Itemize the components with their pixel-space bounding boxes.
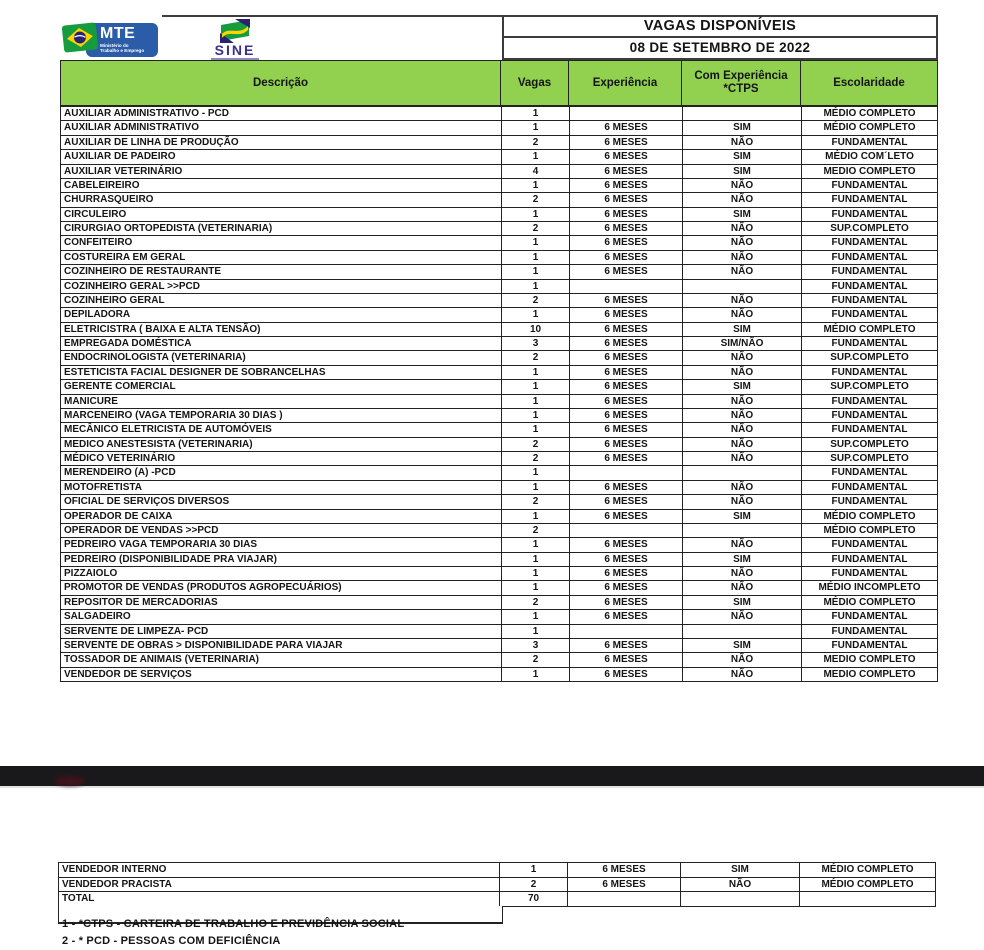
cell-experiencia: 6 MESES xyxy=(570,136,683,149)
cell-descricao: VENDEDOR INTERNO xyxy=(59,863,500,877)
cell-descricao: OPERADOR DE CAIXA xyxy=(61,510,502,523)
cell-experiencia xyxy=(570,107,683,120)
cell-escolaridade: MEDIO COMPLETO xyxy=(802,653,938,666)
cell-escolaridade: FUNDAMENTAL xyxy=(802,193,938,206)
cell-escolaridade: MEDIO COMPLETO xyxy=(802,165,938,178)
cell-vagas: 2 xyxy=(500,878,568,892)
cell-com-experiencia-ctps: NÃO xyxy=(683,567,802,580)
sine-logo-text: SINE xyxy=(214,42,256,58)
cell-vagas: 1 xyxy=(502,208,570,221)
cell-vagas: 1 xyxy=(502,265,570,278)
cell-escolaridade xyxy=(800,892,936,906)
cell-experiencia: 6 MESES xyxy=(570,323,683,336)
cell-descricao: CIRCULEIRO xyxy=(61,208,502,221)
cell-vagas: 1 xyxy=(502,409,570,422)
table-row xyxy=(60,596,938,610)
sine-flag-icon xyxy=(219,19,251,43)
cell-descricao: CIRURGIAO ORTOPEDISTA (VETERINARIA) xyxy=(61,222,502,235)
table-row xyxy=(60,150,938,164)
table-row xyxy=(60,251,938,265)
cell-vagas: 1 xyxy=(502,366,570,379)
table-row xyxy=(60,510,938,524)
cell-descricao: EMPREGADA DOMÉSTICA xyxy=(61,337,502,350)
cell-vagas: 70 xyxy=(500,892,568,906)
cell-descricao: PROMOTOR DE VENDAS (PRODUTOS AGROPECUÁRIOS) xyxy=(61,581,502,594)
cell-descricao: SALGADEIRO xyxy=(61,610,502,623)
cell-vagas: 1 xyxy=(502,581,570,594)
cell-vagas: 1 xyxy=(502,121,570,134)
cell-com-experiencia-ctps xyxy=(683,524,802,537)
cell-escolaridade: MÉDIO COMPLETO xyxy=(802,524,938,537)
table-row xyxy=(60,481,938,495)
cell-vagas: 2 xyxy=(502,653,570,666)
cell-com-experiencia-ctps: SIM xyxy=(683,323,802,336)
brazil-flag-icon xyxy=(60,20,99,56)
table-row xyxy=(60,179,938,193)
table-row xyxy=(60,323,938,337)
cell-descricao: MECÂNICO ELETRICISTA DE AUTOMÓVEIS xyxy=(61,423,502,436)
cell-descricao: MÉDICO VETERINÁRIO xyxy=(61,452,502,465)
cell-escolaridade: FUNDAMENTAL xyxy=(802,553,938,566)
table-row xyxy=(60,567,938,581)
cell-com-experiencia-ctps: SIM xyxy=(683,596,802,609)
cell-com-experiencia-ctps: SIM xyxy=(683,639,802,652)
cell-descricao: AUXILIAR DE LINHA DE PRODUÇÃO xyxy=(61,136,502,149)
cell-escolaridade: MÉDIO COMPLETO xyxy=(802,107,938,120)
footnote-ctps: 1 - *CTPS - CARTEIRA DE TRABALHO E PREVIDÊNCIA SOCIAL xyxy=(62,918,405,930)
cell-experiencia: 6 MESES xyxy=(570,438,683,451)
table-row xyxy=(60,107,938,121)
cell-vagas: 1 xyxy=(502,236,570,249)
cell-com-experiencia-ctps: NÃO xyxy=(683,265,802,278)
cell-com-experiencia-ctps: NÃO xyxy=(683,452,802,465)
jobs-table xyxy=(60,106,938,682)
cell-escolaridade: FUNDAMENTAL xyxy=(802,495,938,508)
cell-escolaridade: FUNDAMENTAL xyxy=(802,481,938,494)
jobs-table-continuation xyxy=(58,862,936,907)
table-row xyxy=(58,878,936,893)
cell-descricao: AUXILIAR VETERINÁRIO xyxy=(61,165,502,178)
cell-vagas: 1 xyxy=(502,107,570,120)
cell-com-experiencia-ctps: NÃO xyxy=(683,423,802,436)
bar-smudge xyxy=(55,776,85,786)
cell-escolaridade: MÉDIO COMPLETO xyxy=(800,878,936,892)
cell-experiencia: 6 MESES xyxy=(570,495,683,508)
mte-logo-text: MTE xyxy=(100,25,136,42)
cell-com-experiencia-ctps xyxy=(683,107,802,120)
table-row xyxy=(60,423,938,437)
cell-com-experiencia-ctps xyxy=(683,625,802,638)
black-separator-bar xyxy=(0,766,984,786)
cell-escolaridade: FUNDAMENTAL xyxy=(802,208,938,221)
top-border-line xyxy=(162,15,503,17)
cell-experiencia xyxy=(568,892,681,906)
cell-vagas: 1 xyxy=(502,280,570,293)
cell-experiencia: 6 MESES xyxy=(570,553,683,566)
table-row xyxy=(60,553,938,567)
cell-experiencia xyxy=(570,625,683,638)
cell-escolaridade: SUP.COMPLETO xyxy=(802,380,938,393)
table-row xyxy=(60,409,938,423)
cell-experiencia: 6 MESES xyxy=(570,351,683,364)
table-row xyxy=(60,380,938,394)
cell-descricao: DEPILADORA xyxy=(61,308,502,321)
cell-vagas: 1 xyxy=(502,538,570,551)
document-date: 08 DE SETEMBRO DE 2022 xyxy=(629,40,811,56)
cell-descricao: SERVENTE DE LIMPEZA- PCD xyxy=(61,625,502,638)
cell-descricao: TOTAL xyxy=(59,892,500,906)
cell-com-experiencia-ctps: NÃO xyxy=(683,308,802,321)
cell-escolaridade: MÉDIO COMPLETO xyxy=(800,863,936,877)
cell-escolaridade: FUNDAMENTAL xyxy=(802,179,938,192)
cell-experiencia: 6 MESES xyxy=(570,510,683,523)
cell-vagas: 1 xyxy=(502,610,570,623)
cell-descricao: AUXILIAR ADMINISTRATIVO xyxy=(61,121,502,134)
document-title: VAGAS DISPONÍVEIS xyxy=(504,17,936,38)
cell-descricao: GERENTE COMERCIAL xyxy=(61,380,502,393)
cell-vagas: 2 xyxy=(502,136,570,149)
cell-escolaridade: FUNDAMENTAL xyxy=(802,395,938,408)
table-row xyxy=(60,337,938,351)
cell-vagas: 10 xyxy=(502,323,570,336)
table-row xyxy=(58,863,936,878)
cell-escolaridade: FUNDAMENTAL xyxy=(802,567,938,580)
cell-escolaridade: FUNDAMENTAL xyxy=(802,625,938,638)
cell-com-experiencia-ctps: SIM xyxy=(683,510,802,523)
cell-experiencia: 6 MESES xyxy=(570,395,683,408)
cell-escolaridade: FUNDAMENTAL xyxy=(802,366,938,379)
cell-vagas: 1 xyxy=(502,251,570,264)
cell-descricao: COSTUREIRA EM GERAL xyxy=(61,251,502,264)
cell-descricao: AUXILIAR DE PADEIRO xyxy=(61,150,502,163)
mte-logo-subtext: Ministério do Trabalho e Emprego xyxy=(100,43,145,53)
table-row xyxy=(60,625,938,639)
cell-descricao: MANICURE xyxy=(61,395,502,408)
cell-experiencia: 6 MESES xyxy=(570,179,683,192)
column-header-descricao: Descrição xyxy=(61,61,501,105)
cell-experiencia: 6 MESES xyxy=(570,481,683,494)
cell-com-experiencia-ctps xyxy=(683,280,802,293)
table-row xyxy=(60,581,938,595)
cell-vagas: 3 xyxy=(502,337,570,350)
cell-vagas: 2 xyxy=(502,193,570,206)
cell-experiencia xyxy=(570,466,683,479)
table-row xyxy=(60,265,938,279)
table-row xyxy=(60,294,938,308)
table-row xyxy=(60,280,938,294)
table-column-header xyxy=(60,60,938,106)
cell-vagas: 4 xyxy=(502,165,570,178)
cell-com-experiencia-ctps: SIM xyxy=(683,553,802,566)
cell-com-experiencia-ctps xyxy=(681,892,800,906)
cell-com-experiencia-ctps: NÃO xyxy=(683,538,802,551)
cell-experiencia: 6 MESES xyxy=(570,567,683,580)
cell-experiencia: 6 MESES xyxy=(570,366,683,379)
cell-escolaridade: FUNDAMENTAL xyxy=(802,236,938,249)
cell-experiencia: 6 MESES xyxy=(570,308,683,321)
cell-vagas: 1 xyxy=(500,863,568,877)
cell-descricao: PIZZAIOLO xyxy=(61,567,502,580)
table-row xyxy=(60,639,938,653)
cell-experiencia: 6 MESES xyxy=(570,668,683,681)
cell-experiencia: 6 MESES xyxy=(570,251,683,264)
cell-descricao: AUXILIAR ADMINISTRATIVO - PCD xyxy=(61,107,502,120)
cell-experiencia: 6 MESES xyxy=(570,236,683,249)
cell-descricao: MERENDEIRO (A) -PCD xyxy=(61,466,502,479)
cell-escolaridade: FUNDAMENTAL xyxy=(802,538,938,551)
cell-com-experiencia-ctps: NÃO xyxy=(683,251,802,264)
cell-experiencia: 6 MESES xyxy=(570,208,683,221)
mte-logo xyxy=(62,20,158,60)
title-box xyxy=(502,15,938,60)
cell-experiencia xyxy=(570,280,683,293)
cell-escolaridade: SUP.COMPLETO xyxy=(802,438,938,451)
cell-descricao: VENDEDOR PRACISTA xyxy=(59,878,500,892)
cell-experiencia: 6 MESES xyxy=(570,653,683,666)
column-header-com-experiencia-ctps: Com Experiência *CTPS xyxy=(682,61,801,105)
cell-experiencia: 6 MESES xyxy=(570,165,683,178)
cell-descricao: CONFEITEIRO xyxy=(61,236,502,249)
cell-vagas: 2 xyxy=(502,495,570,508)
cell-experiencia: 6 MESES xyxy=(570,121,683,134)
cell-experiencia: 6 MESES xyxy=(570,409,683,422)
cell-vagas: 2 xyxy=(502,596,570,609)
cell-experiencia: 6 MESES xyxy=(570,294,683,307)
cell-descricao: OFICIAL DE SERVIÇOS DIVERSOS xyxy=(61,495,502,508)
cell-com-experiencia-ctps: NÃO xyxy=(683,294,802,307)
cell-experiencia: 6 MESES xyxy=(570,222,683,235)
table-row xyxy=(60,208,938,222)
table-row xyxy=(60,351,938,365)
cell-experiencia xyxy=(570,524,683,537)
cell-escolaridade: SUP.COMPLETO xyxy=(802,222,938,235)
cell-com-experiencia-ctps: NÃO xyxy=(683,481,802,494)
column-header-escolaridade: Escolaridade xyxy=(833,76,905,89)
cell-descricao: ENDOCRINOLOGISTA (VETERINARIA) xyxy=(61,351,502,364)
cell-escolaridade: MÉDIO COMPLETO xyxy=(802,121,938,134)
cell-vagas: 1 xyxy=(502,423,570,436)
table-row xyxy=(60,610,938,624)
cell-com-experiencia-ctps: SIM xyxy=(683,121,802,134)
cell-com-experiencia-ctps: NÃO xyxy=(683,193,802,206)
table-row xyxy=(60,466,938,480)
cell-experiencia: 6 MESES xyxy=(570,610,683,623)
cell-escolaridade: FUNDAMENTAL xyxy=(802,639,938,652)
cell-vagas: 2 xyxy=(502,222,570,235)
cell-vagas: 1 xyxy=(502,668,570,681)
cell-experiencia: 6 MESES xyxy=(568,863,681,877)
cell-com-experiencia-ctps: SIM xyxy=(683,165,802,178)
cell-com-experiencia-ctps: NÃO xyxy=(683,351,802,364)
table-row xyxy=(60,236,938,250)
cell-com-experiencia-ctps: SIM/NÃO xyxy=(683,337,802,350)
cell-escolaridade: MÉDIO COM´LETO xyxy=(802,150,938,163)
table-row xyxy=(60,121,938,135)
cell-escolaridade: MÉDIO COMPLETO xyxy=(802,596,938,609)
cell-escolaridade: MÉDIO COMPLETO xyxy=(802,510,938,523)
cell-escolaridade: FUNDAMENTAL xyxy=(802,251,938,264)
table-row xyxy=(60,495,938,509)
cell-experiencia: 6 MESES xyxy=(570,380,683,393)
cell-escolaridade: FUNDAMENTAL xyxy=(802,265,938,278)
sine-logo xyxy=(200,19,270,63)
cell-vagas: 1 xyxy=(502,380,570,393)
cell-descricao: TOSSADOR DE ANIMAIS (VETERINARIA) xyxy=(61,653,502,666)
cell-descricao: VENDEDOR DE SERVIÇOS xyxy=(61,668,502,681)
cell-descricao: COZINHEIRO GERAL >>PCD xyxy=(61,280,502,293)
cell-experiencia: 6 MESES xyxy=(570,581,683,594)
table-row xyxy=(60,165,938,179)
cell-experiencia: 6 MESES xyxy=(570,639,683,652)
cell-com-experiencia-ctps: NÃO xyxy=(683,136,802,149)
cell-escolaridade: FUNDAMENTAL xyxy=(802,610,938,623)
table-row xyxy=(58,892,936,907)
cell-com-experiencia-ctps: NÃO xyxy=(683,179,802,192)
cell-escolaridade: SUP.COMPLETO xyxy=(802,452,938,465)
cell-descricao: REPOSITOR DE MERCADORIAS xyxy=(61,596,502,609)
column-header-vagas: Vagas xyxy=(501,61,569,105)
cell-vagas: 1 xyxy=(502,625,570,638)
cell-com-experiencia-ctps: NÃO xyxy=(683,653,802,666)
table-row xyxy=(60,366,938,380)
cell-vagas: 1 xyxy=(502,553,570,566)
cell-escolaridade: FUNDAMENTAL xyxy=(802,308,938,321)
cell-com-experiencia-ctps: NÃO xyxy=(681,878,800,892)
table-row xyxy=(60,395,938,409)
cell-vagas: 1 xyxy=(502,308,570,321)
cell-experiencia: 6 MESES xyxy=(570,538,683,551)
table-row xyxy=(60,653,938,667)
cell-experiencia: 6 MESES xyxy=(570,337,683,350)
table-row xyxy=(60,308,938,322)
table-row xyxy=(60,452,938,466)
cell-descricao: CHURRASQUEIRO xyxy=(61,193,502,206)
cell-descricao: PEDREIRO VAGA TEMPORARIA 30 DIAS xyxy=(61,538,502,551)
cell-com-experiencia-ctps: NÃO xyxy=(683,438,802,451)
cell-com-experiencia-ctps: NÃO xyxy=(683,409,802,422)
cell-vagas: 3 xyxy=(502,639,570,652)
cell-vagas: 1 xyxy=(502,510,570,523)
table-row xyxy=(60,538,938,552)
cell-vagas: 1 xyxy=(502,395,570,408)
cell-escolaridade: FUNDAMENTAL xyxy=(802,136,938,149)
footnote-pcd: 2 - * PCD - PESSOAS COM DEFICIÊNCIA xyxy=(62,934,281,947)
table-row xyxy=(60,193,938,207)
cell-escolaridade: MEDIO COMPLETO xyxy=(802,668,938,681)
cell-descricao: MEDICO ANESTESISTA (VETERINARIA) xyxy=(61,438,502,451)
cell-escolaridade: FUNDAMENTAL xyxy=(802,409,938,422)
cell-experiencia: 6 MESES xyxy=(570,265,683,278)
cell-com-experiencia-ctps: NÃO xyxy=(683,610,802,623)
cell-vagas: 1 xyxy=(502,150,570,163)
cell-experiencia: 6 MESES xyxy=(570,150,683,163)
column-header-experiencia: Experiência xyxy=(569,61,682,105)
cell-descricao: COZINHEIRO DE RESTAURANTE xyxy=(61,265,502,278)
cell-experiencia: 6 MESES xyxy=(570,193,683,206)
cell-vagas: 2 xyxy=(502,524,570,537)
cell-experiencia: 6 MESES xyxy=(570,423,683,436)
cell-com-experiencia-ctps: SIM xyxy=(683,208,802,221)
cell-experiencia: 6 MESES xyxy=(570,596,683,609)
cell-descricao: PEDREIRO (DISPONIBILIDADE PRA VIAJAR) xyxy=(61,553,502,566)
cell-vagas: 2 xyxy=(502,438,570,451)
cell-experiencia: 6 MESES xyxy=(570,452,683,465)
cell-descricao: MOTOFRETISTA xyxy=(61,481,502,494)
cell-descricao: OPERADOR DE VENDAS >>PCD xyxy=(61,524,502,537)
cell-com-experiencia-ctps: NÃO xyxy=(683,222,802,235)
cell-com-experiencia-ctps: SIM xyxy=(683,150,802,163)
table-row xyxy=(60,438,938,452)
cell-vagas: 2 xyxy=(502,351,570,364)
cell-com-experiencia-ctps: NÃO xyxy=(683,366,802,379)
cell-descricao: ELETRICISTRA ( BAIXA E ALTA TENSÃO) xyxy=(61,323,502,336)
cell-escolaridade: FUNDAMENTAL xyxy=(802,294,938,307)
footnotes xyxy=(62,916,404,949)
cell-experiencia: 6 MESES xyxy=(568,878,681,892)
cell-com-experiencia-ctps: SIM xyxy=(681,863,800,877)
cell-descricao: ESTETICISTA FACIAL DESIGNER DE SOBRANCELHAS xyxy=(61,366,502,379)
cell-com-experiencia-ctps: NÃO xyxy=(683,236,802,249)
table-row xyxy=(60,136,938,150)
cell-escolaridade: FUNDAMENTAL xyxy=(802,337,938,350)
cell-vagas: 1 xyxy=(502,481,570,494)
cell-com-experiencia-ctps: SIM xyxy=(683,380,802,393)
cell-com-experiencia-ctps: NÃO xyxy=(683,668,802,681)
cell-descricao: CABELEIREIRO xyxy=(61,179,502,192)
cell-escolaridade: FUNDAMENTAL xyxy=(802,423,938,436)
cell-descricao: MARCENEIRO (VAGA TEMPORARIA 30 DIAS ) xyxy=(61,409,502,422)
cell-com-experiencia-ctps: NÃO xyxy=(683,495,802,508)
table-row xyxy=(60,668,938,682)
cell-vagas: 2 xyxy=(502,452,570,465)
cell-descricao: COZINHEIRO GERAL xyxy=(61,294,502,307)
cell-escolaridade: SUP.COMPLETO xyxy=(802,351,938,364)
cell-descricao: SERVENTE DE OBRAS > DISPONIBILIDADE PARA VIAJAR xyxy=(61,639,502,652)
cell-vagas: 1 xyxy=(502,179,570,192)
table-row xyxy=(60,222,938,236)
cell-com-experiencia-ctps: NÃO xyxy=(683,581,802,594)
cell-com-experiencia-ctps xyxy=(683,466,802,479)
cell-com-experiencia-ctps: NÃO xyxy=(683,395,802,408)
cell-escolaridade: MÉDIO INCOMPLETO xyxy=(802,581,938,594)
cell-escolaridade: FUNDAMENTAL xyxy=(802,466,938,479)
table-row xyxy=(60,524,938,538)
cell-vagas: 1 xyxy=(502,466,570,479)
cell-vagas: 2 xyxy=(502,294,570,307)
cell-escolaridade: FUNDAMENTAL xyxy=(802,280,938,293)
cell-escolaridade: MÉDIO COMPLETO xyxy=(802,323,938,336)
cell-vagas: 1 xyxy=(502,567,570,580)
